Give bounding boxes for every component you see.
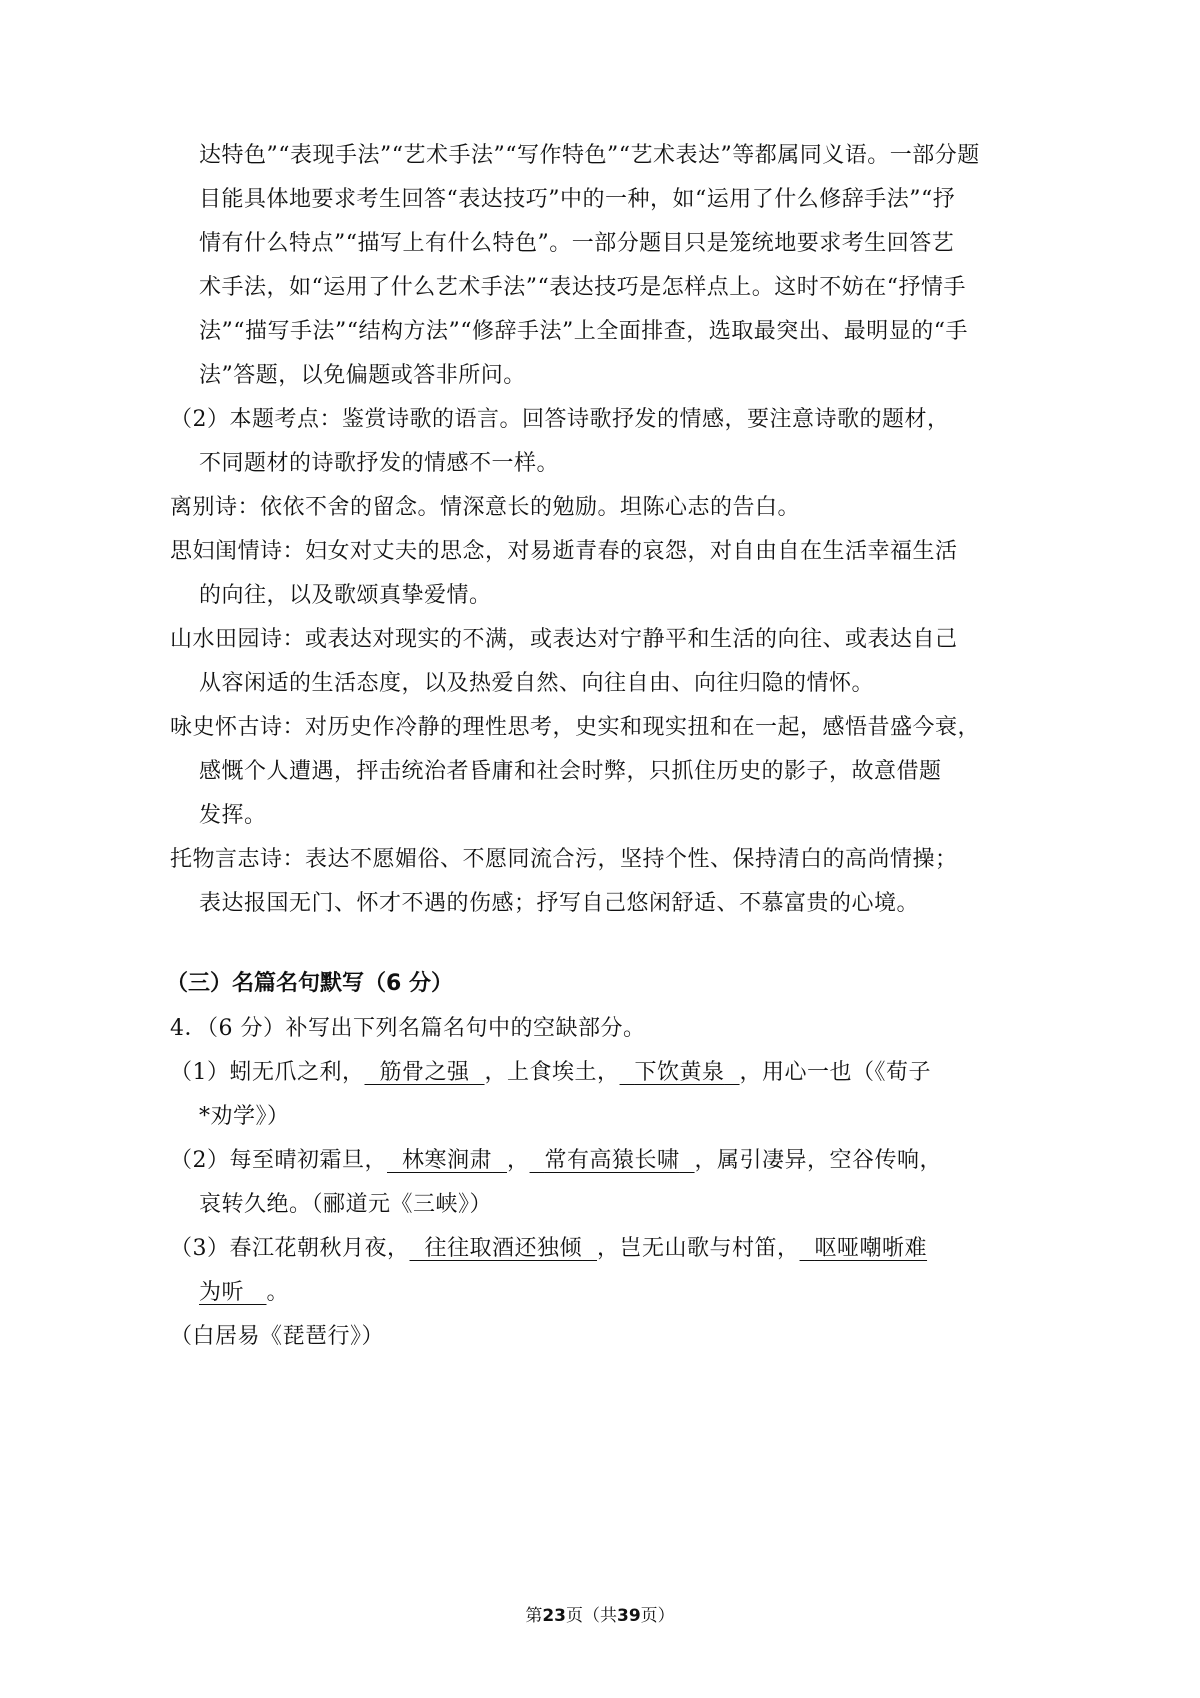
item-2-prefix: （2）每至晴初霜旦， (170, 1148, 387, 1173)
landscape-poem-line-1: 山水田园诗：或表达对现实的不满，或表达对宁静平和生活的向往、或表达自己 (170, 627, 958, 652)
history-poem-line-3: 发挥。 (199, 803, 267, 828)
boudoir-poem-line-1: 思妇闺情诗：妇女对丈夫的思念，对易逝青春的哀怨，对自由自在生活幸福生活 (170, 539, 958, 564)
analysis-line-5: 法”“描写手法”“结构方法”“修辞手法”上全面排查，选取最突出、最明显的“手 (199, 319, 968, 344)
item-1-answer-1: 筋骨之强 (379, 1060, 470, 1085)
landscape-poem-line-2: 从容闲适的生活态度，以及热爱自然、向往自由、向往归隐的情怀。 (199, 671, 875, 696)
analysis-line-6: 法”答题，以免偏题或答非所问。 (199, 363, 526, 388)
boudoir-poem-line-2: 的向往，以及歌颂真挚爱情。 (199, 583, 492, 608)
item-3-answer-1: 往往取酒还独倾 (424, 1236, 583, 1261)
item-3-source: （白居易《琵琶行》） (170, 1324, 385, 1349)
object-poem-line-2: 表达报国无门、怀才不遇的伤感；抒写自己悠闲舒适、不慕富贵的心境。 (199, 891, 920, 916)
blank-item-1-line-2: *劝学》） (199, 1104, 290, 1129)
item-3-answer-2-cont: 为听 (199, 1280, 245, 1305)
item-3-prefix: （3）春江花朝秋月夜， (170, 1236, 410, 1261)
history-poem-line-1: 咏史怀古诗：对历史作冷静的理性思考，史实和现实扭和在一起，感悟昔盛今衰， (170, 715, 981, 740)
item-2-suffix: ，属引凄异，空谷传响， (694, 1148, 943, 1173)
item-2-answer-2: 常有高猿长啸 (544, 1148, 680, 1173)
blank-item-2-line-2: 哀转久绝。（郦道元《三峡》） (199, 1192, 493, 1217)
point-2-line-2: 不同题材的诗歌抒发的情感不一样。 (199, 451, 560, 476)
item-3-answer-2: 呕哑嘲哳难 (814, 1236, 928, 1261)
blank-item-2-line-1 (170, 1146, 942, 1176)
item-3-mid: ，岂无山歌与村笛， (597, 1236, 800, 1261)
item-1-answer-2: 下饮黄泉 (634, 1060, 725, 1085)
total-page-number: 39 (617, 1606, 641, 1626)
analysis-line-3: 情有什么特点”“描写上有什么特色”。一部分题目只是笼统地要求考生回答艺 (199, 231, 955, 256)
item-2-mid: ， (507, 1148, 530, 1173)
question-4-stem: 4．（6 分）补写出下列名篇名句中的空缺部分。 (170, 1016, 646, 1041)
item-1-mid: ，上食埃土， (484, 1060, 620, 1085)
item-2-answer-1: 林寒涧肃 (402, 1148, 493, 1173)
point-2-line-1: （2）本题考点：鉴赏诗歌的语言。回答诗歌抒发的情感，要注意诗歌的题材， (170, 407, 950, 432)
item-1-suffix: ，用心一也（《荀子 (739, 1060, 932, 1085)
history-poem-line-2: 感慨个人遭遇，抨击统治者昏庸和社会时弊，只抓住历史的影子，故意借题 (199, 759, 942, 784)
object-poem-line-1: 托物言志诗：表达不愿媚俗、不愿同流合污，坚持个性、保持清白的高尚情操； (170, 847, 958, 872)
blank-item-3-line-1 (170, 1234, 927, 1264)
current-page-number: 23 (542, 1606, 566, 1626)
item-1-prefix: （1）蚓无爪之利， (170, 1060, 365, 1085)
blank-item-3-line-2 (199, 1278, 289, 1308)
section-title: （三）名篇名句默写（6 分） (166, 971, 453, 996)
blank-item-1-line-1 (170, 1058, 931, 1088)
analysis-line-4: 术手法，如“运用了什么艺术手法”“表达技巧是怎样点上。这时不妨在“抒情手 (199, 275, 966, 300)
farewell-poem-text: 离别诗：依依不舍的留念。情深意长的勉励。坦陈心志的告白。 (170, 495, 801, 520)
page-footer: 第23页（共39页） (525, 1606, 675, 1626)
analysis-line-1: 达特色”“表现手法”“艺术手法”“写作特色”“艺术表达”等都属同义语。一部分题 (199, 143, 980, 168)
analysis-line-2: 目能具体地要求考生回答“表达技巧”中的一种，如“运用了什么修辞手法”“抒 (199, 187, 956, 212)
item-3-line2-suffix: 。 (266, 1280, 290, 1305)
